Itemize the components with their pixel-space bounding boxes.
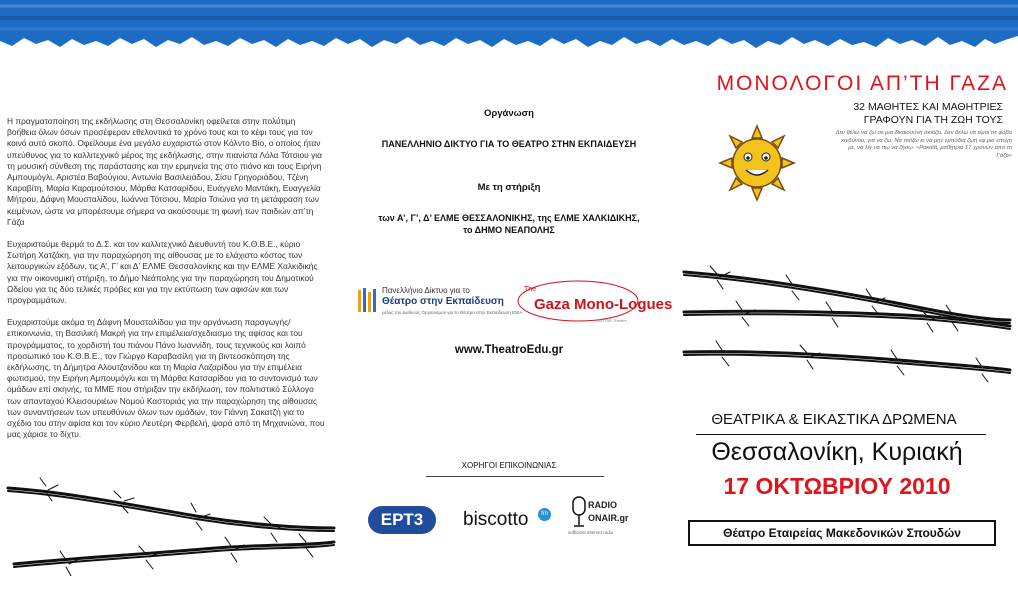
right-panel [678, 64, 1018, 591]
network-figures-icon [356, 286, 380, 316]
events-heading: ΘΕΑΤΡΙΚΑ & ΕΙΚΑΣΤΙΚΑ ΔΡΩΜΕΝΑ [711, 411, 957, 428]
organization-heading: Οργάνωση [483, 108, 534, 119]
support-heading: Με τη στήριξη [477, 182, 541, 193]
poster-title: ΜΟΝΟΛΟΓΟΙ ΑΠ’ΤΗ ΓΑΖΑ [716, 72, 1008, 95]
website-link[interactable]: www.TheatroEdu.gr [454, 344, 564, 356]
radio-logo-line1: RADIO [588, 500, 617, 510]
biscotto-logo: biscotto [463, 509, 529, 530]
left-panel [0, 64, 340, 591]
event-date: 17 ΟΚΤΩΒΡΙΟΥ 2010 [723, 473, 951, 499]
gaza-logo-the: The [524, 286, 537, 293]
city-day: Θεσσαλονίκη, Κυριακή [711, 438, 963, 466]
venue-box: Θέατρο Εταιρείας Μακεδονικών Σπουδών [688, 520, 996, 546]
organization-name: ΠΑΝΕΛΛΗΝΙΟ ΔΙΚΤΥΟ ΓΙΑ ΤΟ ΘΕΑΤΡΟ ΣΤΗΝ ΕΚΠΑΙΔΕΥΣΗ [381, 139, 637, 149]
radio-logo-tagline: sufficient internet radio [568, 530, 614, 535]
acknowledgement-paragraph-1: Η πραγματοποίηση της εκδήλωσης στη Θεσσαλονίκη οφείλεται στην πολύτιμη βοήθεια όλων όσων προσέφεραν εθελοντικά το χρόνο τους και το κέφι τους για τον κοινό αυτό σκοπό. Οφείλουμε ένα μεγάλο ευχαριστώ στον Κόλντο Βίο, ο οποίος ήταν υπεύθυνος για το καλλιτεχνικό μέρος της εκδήλωσης, στην πιανίστα Λόλα Τότσιου για τη μουσική σύνθεση της παράστασης και την ερμηνεία της στο πιάνο και τους Ειρήνη Αμπουμόγλι, Αριστέα Βαβούγιου, Αντωνία Βασιλειάδου, Σίσυ Γρηγοριάδου, Τζένη Καραβίτη, Μαρία Καραμούτσιου, Μάρθα Κατσαρίδου, Ευάγγελο Μαντάκη, Ευαγγελία Μήτρου, Δάφνη Μουσταλίδου, Ιωάννα Τότσιου, Μαρία Τσιώνα για τη μετάφραση των κειμένων, ώστε να μπορέσουμε σήμερα να ακούσουμε τη φωνή των παιδιών απ’τη Γάζα [7, 116, 322, 227]
barbed-wire-image [682, 264, 1012, 384]
radio-logo-line2: ONAIR.gr [588, 513, 629, 523]
top-blue-brush-band [0, 0, 1018, 64]
gaza-monologues-logo [516, 276, 673, 326]
support-line-1: των Α’, Γ’, Δ’ ΕΛΜΕ ΘΕΣΣΑΛΟΝΙΚΗΣ, της ΕΛΜΕ ΧΑΛΚΙΔΙΚΗΣ, [378, 213, 640, 223]
gaza-logo-credit: ASHTAR Theatre [596, 318, 627, 323]
biscotto-badge: fm [538, 508, 551, 521]
network-logo [354, 282, 523, 322]
ert3-logo: ΕΡΤ3 [368, 506, 436, 534]
student-quote: Δεν θέλω να ζω σε μια δικαιοσύνη σκιάζει. Δεν θέλω να είμαι σε φόβο κινδύνου, για να ζω. Να παίζω κι να μην εμπόδια ζωή εφ μια εποχή με. να λίγ να πω να ζήσω. «Ρακαϊά, μαθητρια 17 χρονών από τη Γάζα» [835, 130, 1012, 159]
sponsors-divider [426, 476, 604, 477]
network-logo-line2: Θέατρο στην Εκπαίδευση [382, 296, 504, 307]
network-logo-line3: μέλος του Διεθνούς Οργανισμού για το Θέατρο στην Εκπαίδευση IDEA [382, 310, 523, 315]
radio-onair-logo [568, 494, 638, 542]
sun-drawing-icon [718, 124, 796, 202]
network-logo-line1: Πανελλήνιο Δίκτυο για το [382, 286, 470, 295]
microphone-icon [570, 496, 588, 530]
events-underline [696, 434, 986, 435]
subtitle-line-1: 32 ΜΑΘΗΤΕΣ ΚΑΙ ΜΑΘΗΤΡΙΕΣ [853, 101, 1003, 113]
acknowledgements-text [7, 116, 325, 451]
barbed-wire-image [6, 476, 336, 576]
gaza-logo-title: Gaza Mono-Logues [534, 296, 673, 313]
subtitle-line-2: ΓΡΑΦΟΥΝ ΓΙΑ ΤΗ ΖΩΗ ΤΟΥΣ [863, 114, 1003, 126]
middle-panel [340, 64, 678, 591]
acknowledgement-paragraph-3: Ευχαριστούμε ακόμα τη Δάφνη Μουσταλίδου για την οργάνωση παραγωγής/επικοινωνία, τη Βασιλική Μακρή για την επιμέλεια/σχεδιασμο της αφίσας και του προγράμματος, το χορδιστή του πιάνου Πάνο Ιωαννίδη, τους τεχνικούς και λοιπό προσωπικό του Κ.Θ.Β.Ε., τον Γιώργο Καραβασίλη για τη βιντεοσκόπηση της εκδήλωσης, τη Δήμητρα Αλουτζανίδου και τη Μαρία Λαζαρίδου για την επιμέλεια φωτισμού, την Ειρήνη Αμπουμόγλι και τη Μάρθα Κατσαρίδου για το συντονισμό των ομάδων επί σκηνής, τα ΜΜΕ που στήριξαν την εκδήλωση, τον πολιτιστικό Σύλλογο των απανταχού Κλεισουριέων Νομού Καστοριάς για την παραχώρηση της αίθουσας των συναντήσεων των υπευθύνων όλων των ομάδων, τον Γιάννη Σακατζή για το σχέδιο του στην αφίσα και τον κύριο Λευτέρη Φερβελή, ψαρά από τη Μηχανιώνα, που μας χάρισε το δίχτυ. [7, 317, 325, 440]
sponsors-heading: ΧΟΡΗΓΟΙ ΕΠΙΚΟΙΝΩΝΙΑΣ [461, 461, 557, 470]
support-line-2: το ΔΗΜΟ ΝΕΑΠΟΛΗΣ [463, 225, 555, 235]
support-names [340, 212, 678, 236]
acknowledgement-paragraph-2: Ευχαριστούμε θερμά το Δ.Σ. και τον καλλιτεχνικό Διευθυντή του Κ.Θ.Β.Ε., κύριο Σωτήρη Χατζάκη, για την παραχώρηση της αίθουσας με το ελάχιστο κόστος των λειτουργικών εξόδων, τις Α’, Γ’ και Δ’ ΕΛΜΕ Θεσσαλονίκης και την ΕΛΜΕ Χαλκιδικής για την οικονομική στήριξη, το Δήμο Νεάπολης για την παραχώρηση του Δημοτικού Ωδείου για τις δύο τελικές πρόβες και για την εκτύπωση των αφισών και των προγραμμάτων. [7, 239, 318, 306]
